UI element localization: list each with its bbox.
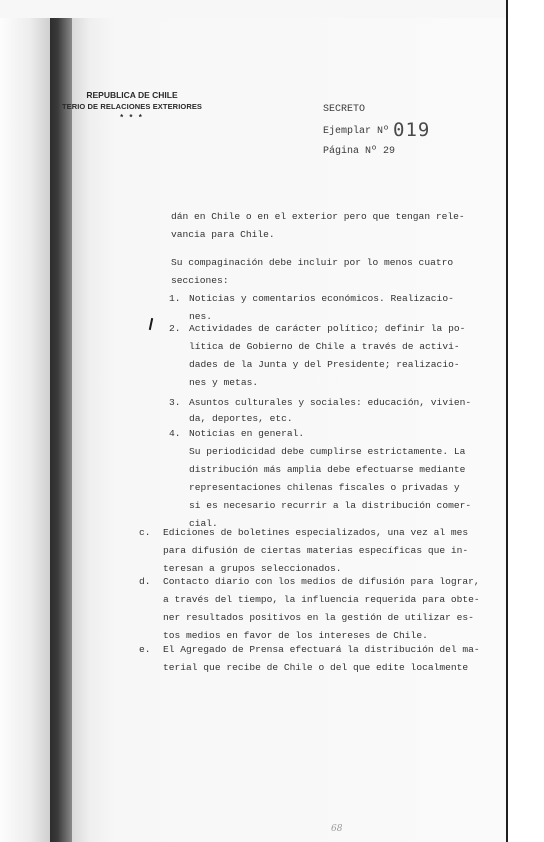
item-line: a través del tiempo, la influencia requerida para obte- [163, 594, 480, 605]
section-line: Noticias en general. [189, 428, 305, 439]
letterhead-country: REPUBLICA DE CHILE [86, 90, 178, 100]
section-line: Actividades de carácter político; definir la po- [189, 323, 466, 334]
section-number: 4. [169, 428, 181, 439]
item-line: Contacto diario con los medios de difusión para lograr, [163, 576, 480, 587]
copy-prefix: Ejemplar Nº [323, 126, 390, 137]
section-line: nes y metas. [189, 377, 259, 388]
intro-line: vancia para Chile. [171, 229, 275, 240]
copy-number: 019 [393, 119, 431, 141]
item-line: tos medios en favor de los intereses de Chile. [163, 630, 428, 641]
item-line: Ediciones de boletines especializados, una vez al mes [163, 527, 469, 538]
periodicity-line: representaciones chilenas fiscales o privadas y [189, 482, 460, 493]
section-number: 1. [169, 293, 181, 304]
section-line: dades de la Junta y del Presidente; realizacio- [189, 359, 460, 370]
periodicity-line: Su periodicidad debe cumplirse estrictamente. La [189, 446, 466, 457]
item-label: c. [139, 527, 151, 538]
section-line: Noticias y comentarios económicos. Realizacio- [189, 293, 454, 304]
composition-line: Su compaginación debe incluir por lo menos cuatro [171, 257, 454, 268]
letterhead [52, 90, 212, 123]
letterhead-mark: * * * [120, 113, 144, 122]
periodicity-line: distribución más amplia debe efectuarse mediante [189, 464, 466, 475]
section-line: nes. [189, 311, 213, 322]
page-number: Página Nº 29 [323, 146, 396, 157]
section-line: da, deportes, etc. [189, 413, 293, 424]
periodicity-line: si es necesario recurrir a la distribución comer- [189, 500, 472, 511]
section-number: 3. [169, 397, 181, 408]
intro-line: dán en Chile o en el exterior pero que tengan rele- [171, 211, 465, 222]
item-line: El Agregado de Prensa efectuará la distribución del ma- [163, 644, 480, 655]
classification-block [323, 100, 430, 162]
item-line: para difusión de ciertas materias específicas que in- [163, 545, 469, 556]
item-line: terial que recibe de Chile o del que edite localmente [163, 662, 469, 673]
classification-label: SECRETO [323, 104, 366, 115]
section-number: 2. [169, 323, 181, 334]
item-line: ner resultados positivos en la gestión de utilizar es- [163, 612, 474, 623]
letterhead-ministry: TERIO DE RELACIONES EXTERIORES [61, 102, 203, 111]
periodicity-line: cial. [189, 518, 218, 529]
section-line: lítica de Gobierno de Chile a través de activi- [189, 341, 460, 352]
copy-line [323, 120, 430, 142]
scanner-right-edge [506, 0, 544, 842]
composition-line: secciones: [171, 275, 229, 286]
item-label: d. [139, 576, 151, 587]
footer-mark: 68 [331, 824, 343, 834]
section-line: Asuntos culturales y sociales: educación, vivien- [189, 397, 472, 408]
item-line: teresan a grupos seleccionados. [163, 563, 342, 574]
item-label: e. [139, 644, 151, 655]
binding-edge [0, 18, 50, 842]
